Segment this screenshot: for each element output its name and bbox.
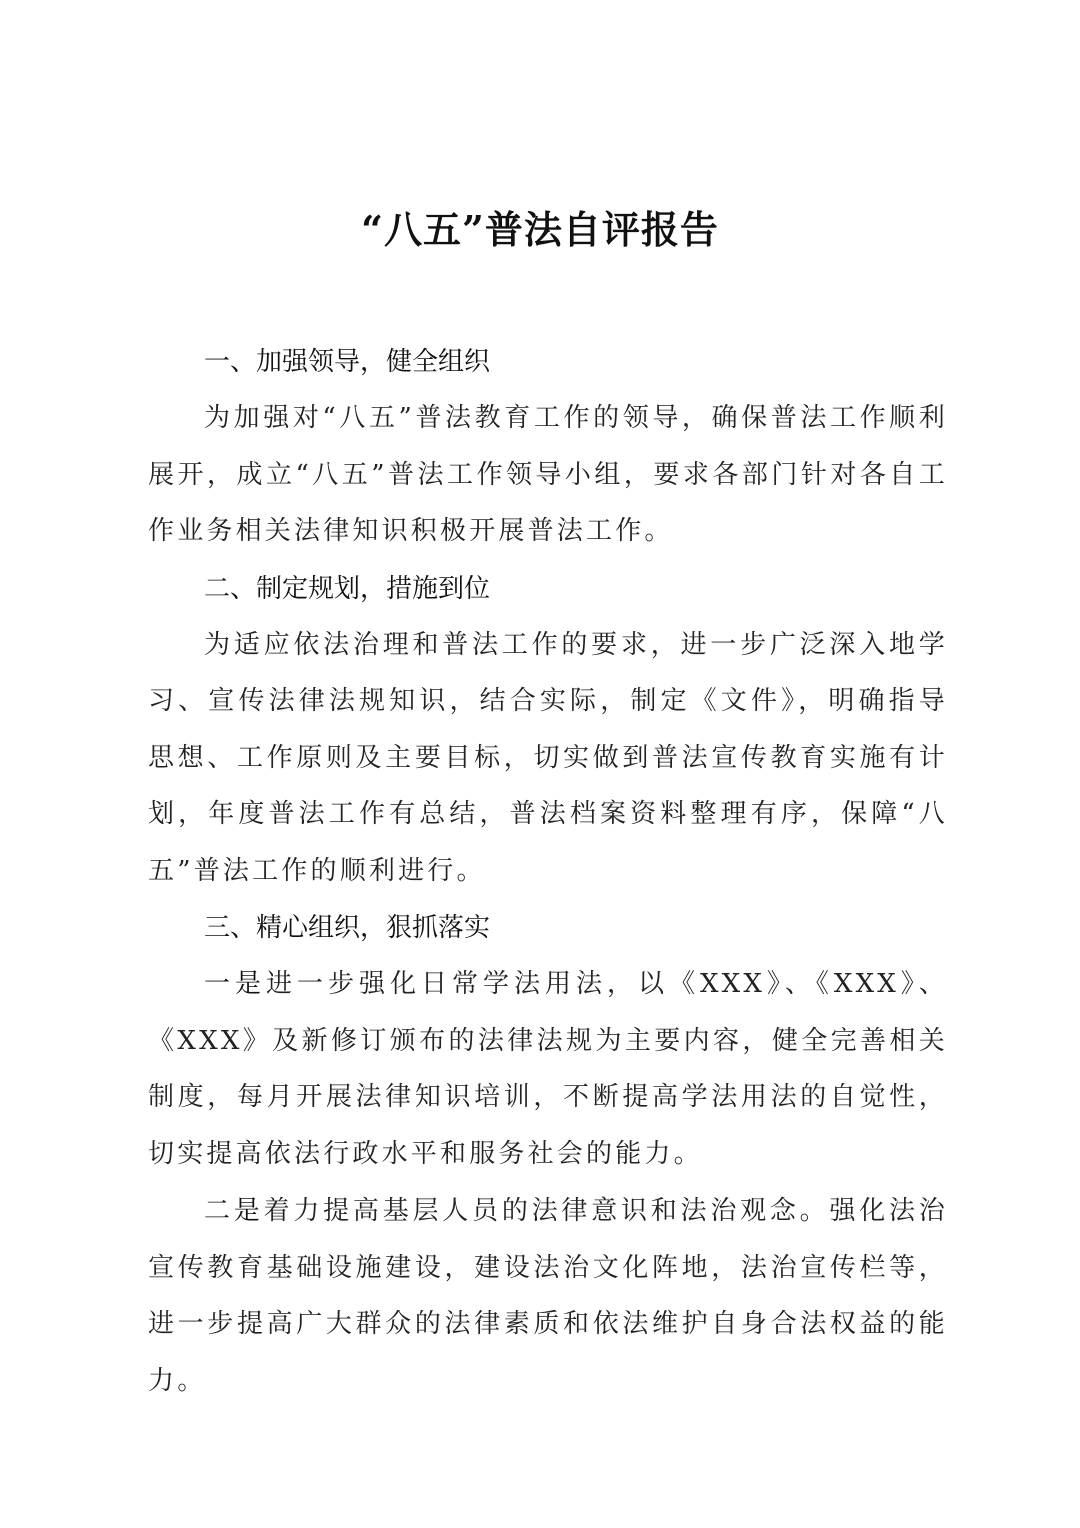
section-paragraph bbox=[148, 1183, 948, 1409]
section-paragraph bbox=[148, 617, 948, 900]
paragraph-text: 进一步强化日常学法用法，以《XXX》、《XXX》、《XXX》及新修订颁布的法律法规为主要内容，健全完善相关制度，每月开展法律知识培训，不断提高学法用法的自觉性，切实提高依法行政水平和服务社会的能力。 bbox=[148, 969, 948, 1169]
section-paragraph bbox=[148, 956, 948, 1182]
paragraph-text: 着力提高基层人员的法律意识和法治观念。强化法治宣传教育基础设施建设，建设法治文化阵地，法治宣传栏等，进一步提高广大群众的法律素质和依法维护自身合法权益的能力。 bbox=[148, 1196, 948, 1396]
section-heading: 一、加强领导，健全组织 bbox=[204, 347, 491, 377]
paragraph-lead: 一是 bbox=[204, 969, 266, 999]
paragraph-text: 为加强对“八五”普法教育工作的领导，确保普法工作顺利展开，成立“八五”普法工作领导小组，要求各部门针对各自工作业务相关法律知识积极开展普法工作。 bbox=[148, 403, 948, 546]
document-body bbox=[148, 334, 948, 1410]
section-3 bbox=[148, 900, 948, 1409]
section-heading: 三、精心组织，狠抓落实 bbox=[204, 913, 491, 943]
section-1 bbox=[148, 334, 948, 560]
paragraph-lead: 二是 bbox=[204, 1196, 264, 1226]
paragraph-text: 为适应依法治理和普法工作的要求，进一步广泛深入地学习、宣传法律法规知识，结合实际，制定《文件》，明确指导思想、工作原则及主要目标，切实做到普法宣传教育实施有计划，年度普法工作有总结，普法档案资料整理有序，保障“八五”普法工作的顺利进行。 bbox=[148, 629, 948, 886]
document-title: “八五”普法自评报告 bbox=[361, 207, 719, 252]
section-paragraph bbox=[148, 390, 948, 560]
section-heading: 二、制定规划，措施到位 bbox=[204, 573, 491, 604]
section-2 bbox=[148, 561, 948, 900]
